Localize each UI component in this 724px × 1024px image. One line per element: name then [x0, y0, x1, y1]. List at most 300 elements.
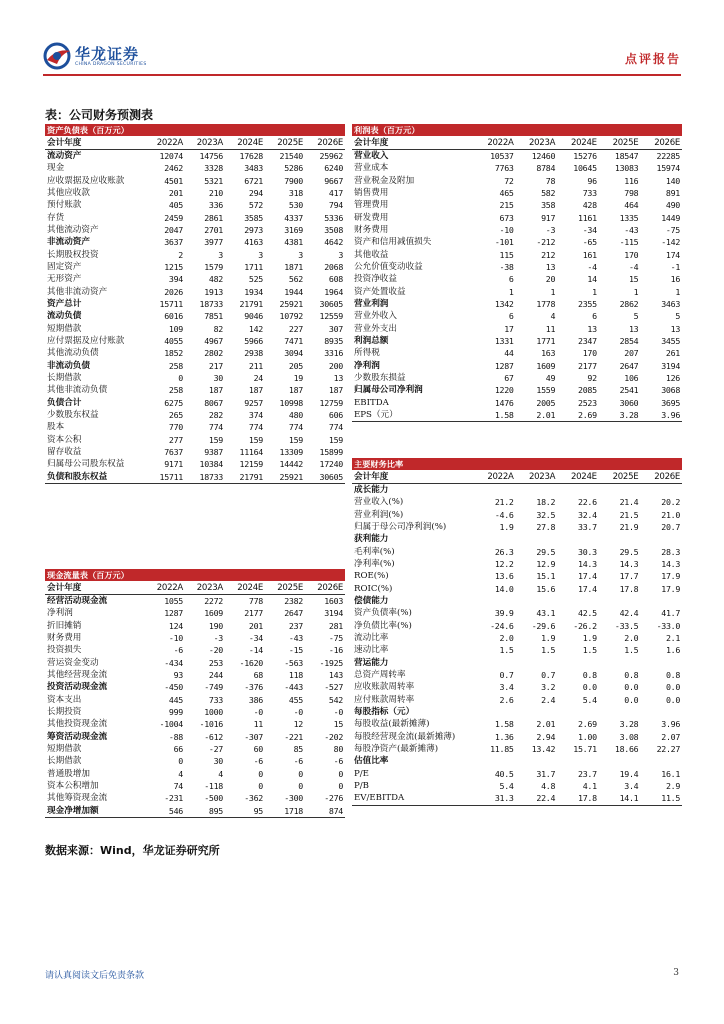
row-value: 282	[208, 410, 223, 421]
row-label: EPS（元）	[352, 409, 474, 422]
row-value: 1934	[244, 286, 263, 297]
row-value: 336	[208, 200, 223, 211]
table-row	[45, 669, 345, 681]
row-value: 1559	[536, 385, 556, 396]
table-row	[352, 310, 682, 322]
row-value: 12074	[159, 150, 183, 161]
row-value: -212	[536, 237, 556, 248]
table-row	[352, 199, 682, 211]
row-value: 1000	[204, 706, 223, 717]
row-value: 237	[288, 620, 303, 631]
table-row	[45, 149, 345, 162]
row-value: 606	[328, 410, 344, 421]
row-value: 5336	[324, 212, 344, 223]
row-value	[557, 533, 599, 545]
table-row	[45, 224, 345, 236]
row-value: 258	[168, 385, 183, 396]
row-value: 778	[248, 595, 263, 606]
year-header: 2024E	[557, 470, 599, 483]
row-value	[640, 755, 682, 767]
header-label: 会计年度	[352, 470, 474, 483]
row-value	[640, 706, 682, 718]
row-label: P/E	[354, 768, 369, 779]
row-value: 307	[328, 323, 344, 334]
row-value: 0	[298, 781, 303, 792]
row-value: 13	[545, 261, 556, 272]
row-value: 774	[208, 422, 223, 433]
row-value: 159	[288, 434, 303, 445]
table-row	[45, 681, 345, 693]
row-value: 917	[541, 212, 556, 223]
row-value: 2.1	[665, 632, 681, 643]
row-value: -0	[293, 706, 303, 717]
row-value: -527	[324, 682, 344, 693]
table-row	[45, 261, 345, 273]
table-row	[352, 496, 682, 508]
row-value	[516, 533, 558, 545]
row-value: 163	[541, 348, 556, 359]
row-value: 212	[541, 249, 556, 260]
data-source: 数据来源：Wind，华龙证券研究所	[45, 844, 220, 857]
row-value: 3060	[619, 397, 639, 408]
year-header: 2026E	[640, 470, 682, 483]
row-value: 2462	[164, 163, 183, 174]
row-value: 17.8	[557, 792, 599, 805]
row-value: 15899	[319, 447, 344, 458]
table-row	[352, 273, 682, 285]
row-value: 244	[208, 669, 223, 680]
row-label: 非流动负债	[47, 360, 90, 371]
row-value: 1609	[536, 360, 556, 371]
row-value: 999	[168, 706, 183, 717]
row-label: 每股收益(最新摊薄)	[354, 719, 430, 730]
row-value: 261	[665, 348, 681, 359]
row-value: 3	[298, 249, 303, 260]
table-row	[45, 360, 345, 372]
row-value: 23.7	[578, 768, 597, 779]
row-value: 20	[545, 274, 556, 285]
row-value: 32.5	[536, 509, 556, 520]
row-value: 85	[293, 743, 303, 754]
table-row	[352, 706, 682, 718]
row-value: 15	[628, 274, 639, 285]
document-type: 点评报告	[624, 52, 681, 66]
row-value: 14756	[199, 150, 223, 161]
row-value: -34	[582, 224, 597, 235]
row-value: 3637	[164, 237, 183, 248]
row-value: 16	[670, 274, 681, 285]
row-value: 294	[248, 187, 263, 198]
row-value: 93	[173, 669, 183, 680]
row-label: 财务费用	[47, 632, 82, 643]
logo-text-cn: 华龙证券	[75, 45, 140, 63]
table-row	[45, 780, 345, 792]
header-label: 会计年度	[352, 136, 474, 149]
row-value: -3	[213, 632, 223, 643]
row-value: 455	[288, 694, 303, 705]
row-value: -101	[494, 237, 514, 248]
row-label: 长期投资	[47, 706, 82, 717]
row-value: 2459	[164, 212, 183, 223]
table-row	[45, 644, 345, 656]
row-value: 9667	[324, 175, 344, 186]
table-row	[352, 582, 682, 594]
row-value: 15974	[656, 163, 681, 174]
row-label: 折旧摊销	[47, 620, 82, 631]
table-row	[45, 458, 345, 470]
table-row	[45, 718, 345, 730]
year-header: 2022A	[474, 470, 516, 483]
row-value: 17.9	[661, 583, 681, 594]
row-value	[640, 595, 682, 607]
row-value: 2347	[578, 336, 597, 347]
row-value: 25921	[279, 298, 303, 309]
row-value: 207	[624, 348, 639, 359]
row-value: 13083	[614, 163, 639, 174]
row-value	[557, 657, 599, 669]
row-value: 201	[248, 620, 263, 631]
row-value: 1.5	[541, 645, 556, 656]
row-value: 8935	[324, 336, 344, 347]
row-value: 25962	[319, 150, 344, 161]
row-value: -6	[253, 756, 263, 767]
row-value: 49	[545, 373, 556, 384]
table-row	[352, 372, 682, 384]
row-value: 3.2	[541, 682, 556, 693]
row-value: 13	[333, 373, 344, 384]
row-label: 研发费用	[354, 212, 389, 223]
table-row	[45, 162, 345, 174]
table-row	[45, 323, 345, 335]
row-label: 留存收益	[47, 447, 82, 458]
row-value: 41.7	[661, 608, 681, 619]
row-value: 25921	[265, 471, 305, 484]
row-value: -443	[284, 682, 303, 693]
row-value: 161	[582, 249, 597, 260]
table-row	[352, 298, 682, 310]
table-row	[352, 619, 682, 631]
row-value: 2938	[244, 348, 263, 359]
row-value: 187	[208, 385, 223, 396]
row-value: 4642	[324, 237, 344, 248]
row-value	[557, 706, 599, 718]
section-title: 资产负债表（百万元）	[45, 124, 345, 136]
row-value: 126	[665, 373, 681, 384]
row-value: 2.6	[499, 694, 514, 705]
row-label: 营业税金及附加	[354, 175, 415, 186]
table-row	[45, 236, 345, 248]
table-row	[45, 421, 345, 433]
row-value: 1.36	[494, 731, 514, 742]
row-value: 26.3	[494, 546, 514, 557]
row-value: 1.5	[624, 645, 639, 656]
row-value: 2.0	[499, 632, 514, 643]
row-value: 1.5	[582, 645, 597, 656]
row-value	[557, 755, 599, 767]
row-value: 78	[545, 175, 556, 186]
table-row	[352, 521, 682, 533]
year-header: 2023A	[516, 136, 558, 149]
table-row	[45, 248, 345, 260]
table-row	[352, 335, 682, 347]
row-value: 891	[665, 187, 681, 198]
row-value: 11.5	[640, 792, 682, 805]
row-value: 17.4	[578, 571, 597, 582]
section-title-row	[352, 124, 682, 136]
row-value: 480	[288, 410, 303, 421]
row-value: 21540	[279, 150, 303, 161]
table-row	[352, 323, 682, 335]
row-value: 17.4	[578, 583, 597, 594]
row-label: 无形资产	[47, 274, 82, 285]
row-value: -307	[244, 731, 263, 742]
row-value: -4	[628, 261, 639, 272]
table-row	[352, 780, 682, 792]
row-label: 资产负债率(%)	[354, 608, 412, 619]
row-value: 96	[587, 175, 597, 186]
row-value: 15.71	[573, 744, 597, 755]
disclaimer-link[interactable]: 请认真阅读文后免责条款	[45, 971, 145, 981]
table-row	[352, 224, 682, 236]
table-row	[352, 570, 682, 582]
row-label: 总资产周转率	[354, 670, 406, 681]
row-value: -1	[670, 261, 681, 272]
row-value: 29.5	[536, 546, 556, 557]
table-row	[45, 446, 345, 458]
row-value: 9387	[204, 447, 223, 458]
row-value: 1287	[494, 360, 514, 371]
row-value: 3094	[284, 348, 303, 359]
logo-text-en: CHINA DRAGON SECURITIES	[75, 62, 147, 67]
row-value: 10384	[199, 459, 223, 470]
row-value: 1	[592, 286, 597, 297]
row-value: 9046	[244, 311, 263, 322]
row-label: 经营活动现金流	[47, 595, 108, 606]
row-value: -6	[293, 756, 303, 767]
row-label: ROE(%)	[354, 571, 389, 582]
row-value: 1476	[494, 397, 514, 408]
row-value: 2647	[619, 360, 639, 371]
row-value: 530	[288, 200, 303, 211]
table-row	[45, 347, 345, 359]
row-value: 774	[328, 422, 344, 433]
row-value: 12759	[319, 397, 344, 408]
row-value	[599, 595, 641, 607]
row-value: -15	[288, 645, 303, 656]
row-value: 20.2	[661, 497, 681, 508]
row-value: 14.3	[619, 558, 639, 569]
row-value: 2.69	[557, 409, 599, 422]
row-value: 3169	[284, 224, 303, 235]
row-label: 营运资金变动	[47, 657, 99, 668]
row-value: -612	[204, 731, 223, 742]
row-value: 4967	[204, 336, 223, 347]
row-value: 14	[587, 274, 597, 285]
row-value: 210	[208, 187, 223, 198]
row-value: 0.0	[665, 682, 681, 693]
header-label: 会计年度	[45, 581, 145, 594]
row-label: 营业收入	[354, 150, 389, 161]
row-value: 7900	[284, 175, 303, 186]
row-label: 其他流动负债	[47, 348, 99, 359]
row-value: 874	[305, 805, 345, 818]
row-value: -88	[168, 731, 183, 742]
row-label: 流动比率	[354, 632, 389, 643]
row-value: -10	[168, 632, 183, 643]
row-value: 109	[168, 323, 183, 334]
table-row	[45, 743, 345, 755]
row-value: 11.85	[490, 744, 514, 755]
row-value: 205	[288, 360, 303, 371]
row-value: -1016	[199, 719, 223, 730]
row-value: 1579	[204, 261, 223, 272]
row-value: 4	[178, 768, 183, 779]
row-label: 净利率(%)	[354, 558, 395, 569]
row-value: 0.0	[624, 694, 639, 705]
table-row	[352, 162, 682, 174]
row-value: 19.4	[619, 768, 639, 779]
row-value: 405	[168, 200, 183, 211]
row-value: 4381	[284, 237, 303, 248]
row-value: 143	[328, 669, 344, 680]
row-label: 投资净收益	[354, 274, 397, 285]
table-row	[352, 285, 682, 297]
row-value: 2861	[204, 212, 223, 223]
row-value: 187	[288, 385, 303, 396]
row-value: 318	[288, 187, 303, 198]
row-value: 2647	[284, 608, 303, 619]
row-label: 其他经营现金流	[47, 669, 108, 680]
row-label: 负债合计	[47, 397, 82, 408]
row-value: 1603	[324, 595, 344, 606]
row-label: 长期股权投资	[47, 249, 99, 260]
row-label: 财务费用	[354, 224, 389, 235]
year-header: 2026E	[305, 581, 345, 594]
income-statement-table	[352, 124, 682, 422]
row-value: 2068	[324, 261, 344, 272]
row-value: -142	[661, 237, 681, 248]
row-label: 估值比率	[354, 756, 389, 767]
row-value: 6240	[324, 163, 344, 174]
row-label: 固定资产	[47, 261, 82, 272]
row-value: 15711	[145, 471, 185, 484]
row-value: 358	[541, 200, 556, 211]
row-label: 其他非流动负债	[47, 385, 108, 396]
row-value: 774	[248, 422, 263, 433]
row-value: 465	[499, 187, 514, 198]
row-value: 187	[328, 385, 344, 396]
row-value: 445	[168, 694, 183, 705]
row-value: 572	[248, 200, 263, 211]
row-value: 2.07	[661, 731, 681, 742]
row-label: 普通股增加	[47, 768, 90, 779]
row-label: 净负债比率(%)	[354, 620, 412, 631]
row-label: 少数股东权益	[47, 410, 99, 421]
row-value: 3483	[244, 163, 263, 174]
row-value: 9171	[164, 459, 183, 470]
row-value: -563	[284, 657, 303, 668]
section-title: 利润表（百万元）	[352, 124, 682, 136]
row-value: 2854	[619, 336, 639, 347]
row-label: 营业外支出	[354, 323, 397, 334]
row-value: 42.4	[619, 608, 639, 619]
row-label: P/B	[354, 781, 369, 792]
row-value: 2272	[204, 595, 223, 606]
row-value: 774	[288, 422, 303, 433]
row-value: 3.08	[619, 731, 639, 742]
row-value: -75	[328, 632, 344, 643]
row-value: -1620	[239, 657, 263, 668]
row-value: 1771	[536, 336, 556, 347]
table-row	[45, 706, 345, 718]
table-row	[45, 384, 345, 396]
row-value: 2355	[578, 298, 597, 309]
row-value: 2523	[578, 397, 597, 408]
row-value: 582	[541, 187, 556, 198]
row-value: 27.8	[536, 521, 556, 532]
row-value: 13309	[279, 447, 303, 458]
row-value: 1944	[284, 286, 303, 297]
row-label: 其他收益	[354, 249, 389, 260]
row-label: EBITDA	[354, 397, 389, 408]
row-value: 17.9	[661, 571, 681, 582]
row-value	[599, 755, 641, 767]
row-value: -14	[248, 645, 263, 656]
row-value: 3	[218, 249, 223, 260]
row-value: 14.1	[599, 792, 641, 805]
row-value: 0.0	[582, 682, 597, 693]
row-value: -276	[324, 793, 344, 804]
row-value: 3.96	[661, 719, 681, 730]
table-row	[352, 384, 682, 396]
table-row	[45, 409, 345, 421]
row-value: 22.6	[578, 497, 597, 508]
table-row	[352, 248, 682, 260]
row-value: 0.8	[665, 670, 681, 681]
row-value: 1.9	[582, 632, 597, 643]
row-value: 5	[675, 311, 681, 322]
row-value: -300	[284, 793, 303, 804]
row-value: -33.0	[656, 620, 681, 631]
row-value: 0	[298, 768, 303, 779]
header-row	[352, 136, 682, 149]
row-value	[474, 533, 516, 545]
row-value: 3.28	[599, 409, 641, 422]
row-value: 12460	[531, 150, 556, 161]
table-row	[352, 644, 682, 656]
row-value: 1449	[661, 212, 681, 223]
row-value: 82	[213, 323, 223, 334]
row-value: 21791	[239, 298, 263, 309]
table-row	[352, 149, 682, 162]
row-value: 1	[508, 286, 514, 297]
row-value	[640, 657, 682, 669]
row-value: 1.9	[541, 632, 556, 643]
row-value: 1287	[164, 608, 183, 619]
table-row	[352, 607, 682, 619]
row-value: 608	[328, 274, 344, 285]
row-label: 应收账款周转率	[354, 682, 415, 693]
row-value: 4.1	[582, 781, 597, 792]
table-row	[45, 285, 345, 297]
balance-sheet-table	[45, 124, 345, 484]
row-value	[599, 706, 641, 718]
row-value: 12.2	[494, 558, 514, 569]
row-value: 13	[628, 323, 639, 334]
row-value: 39.9	[494, 608, 514, 619]
row-value: 1871	[284, 261, 303, 272]
row-value: 12559	[319, 311, 344, 322]
